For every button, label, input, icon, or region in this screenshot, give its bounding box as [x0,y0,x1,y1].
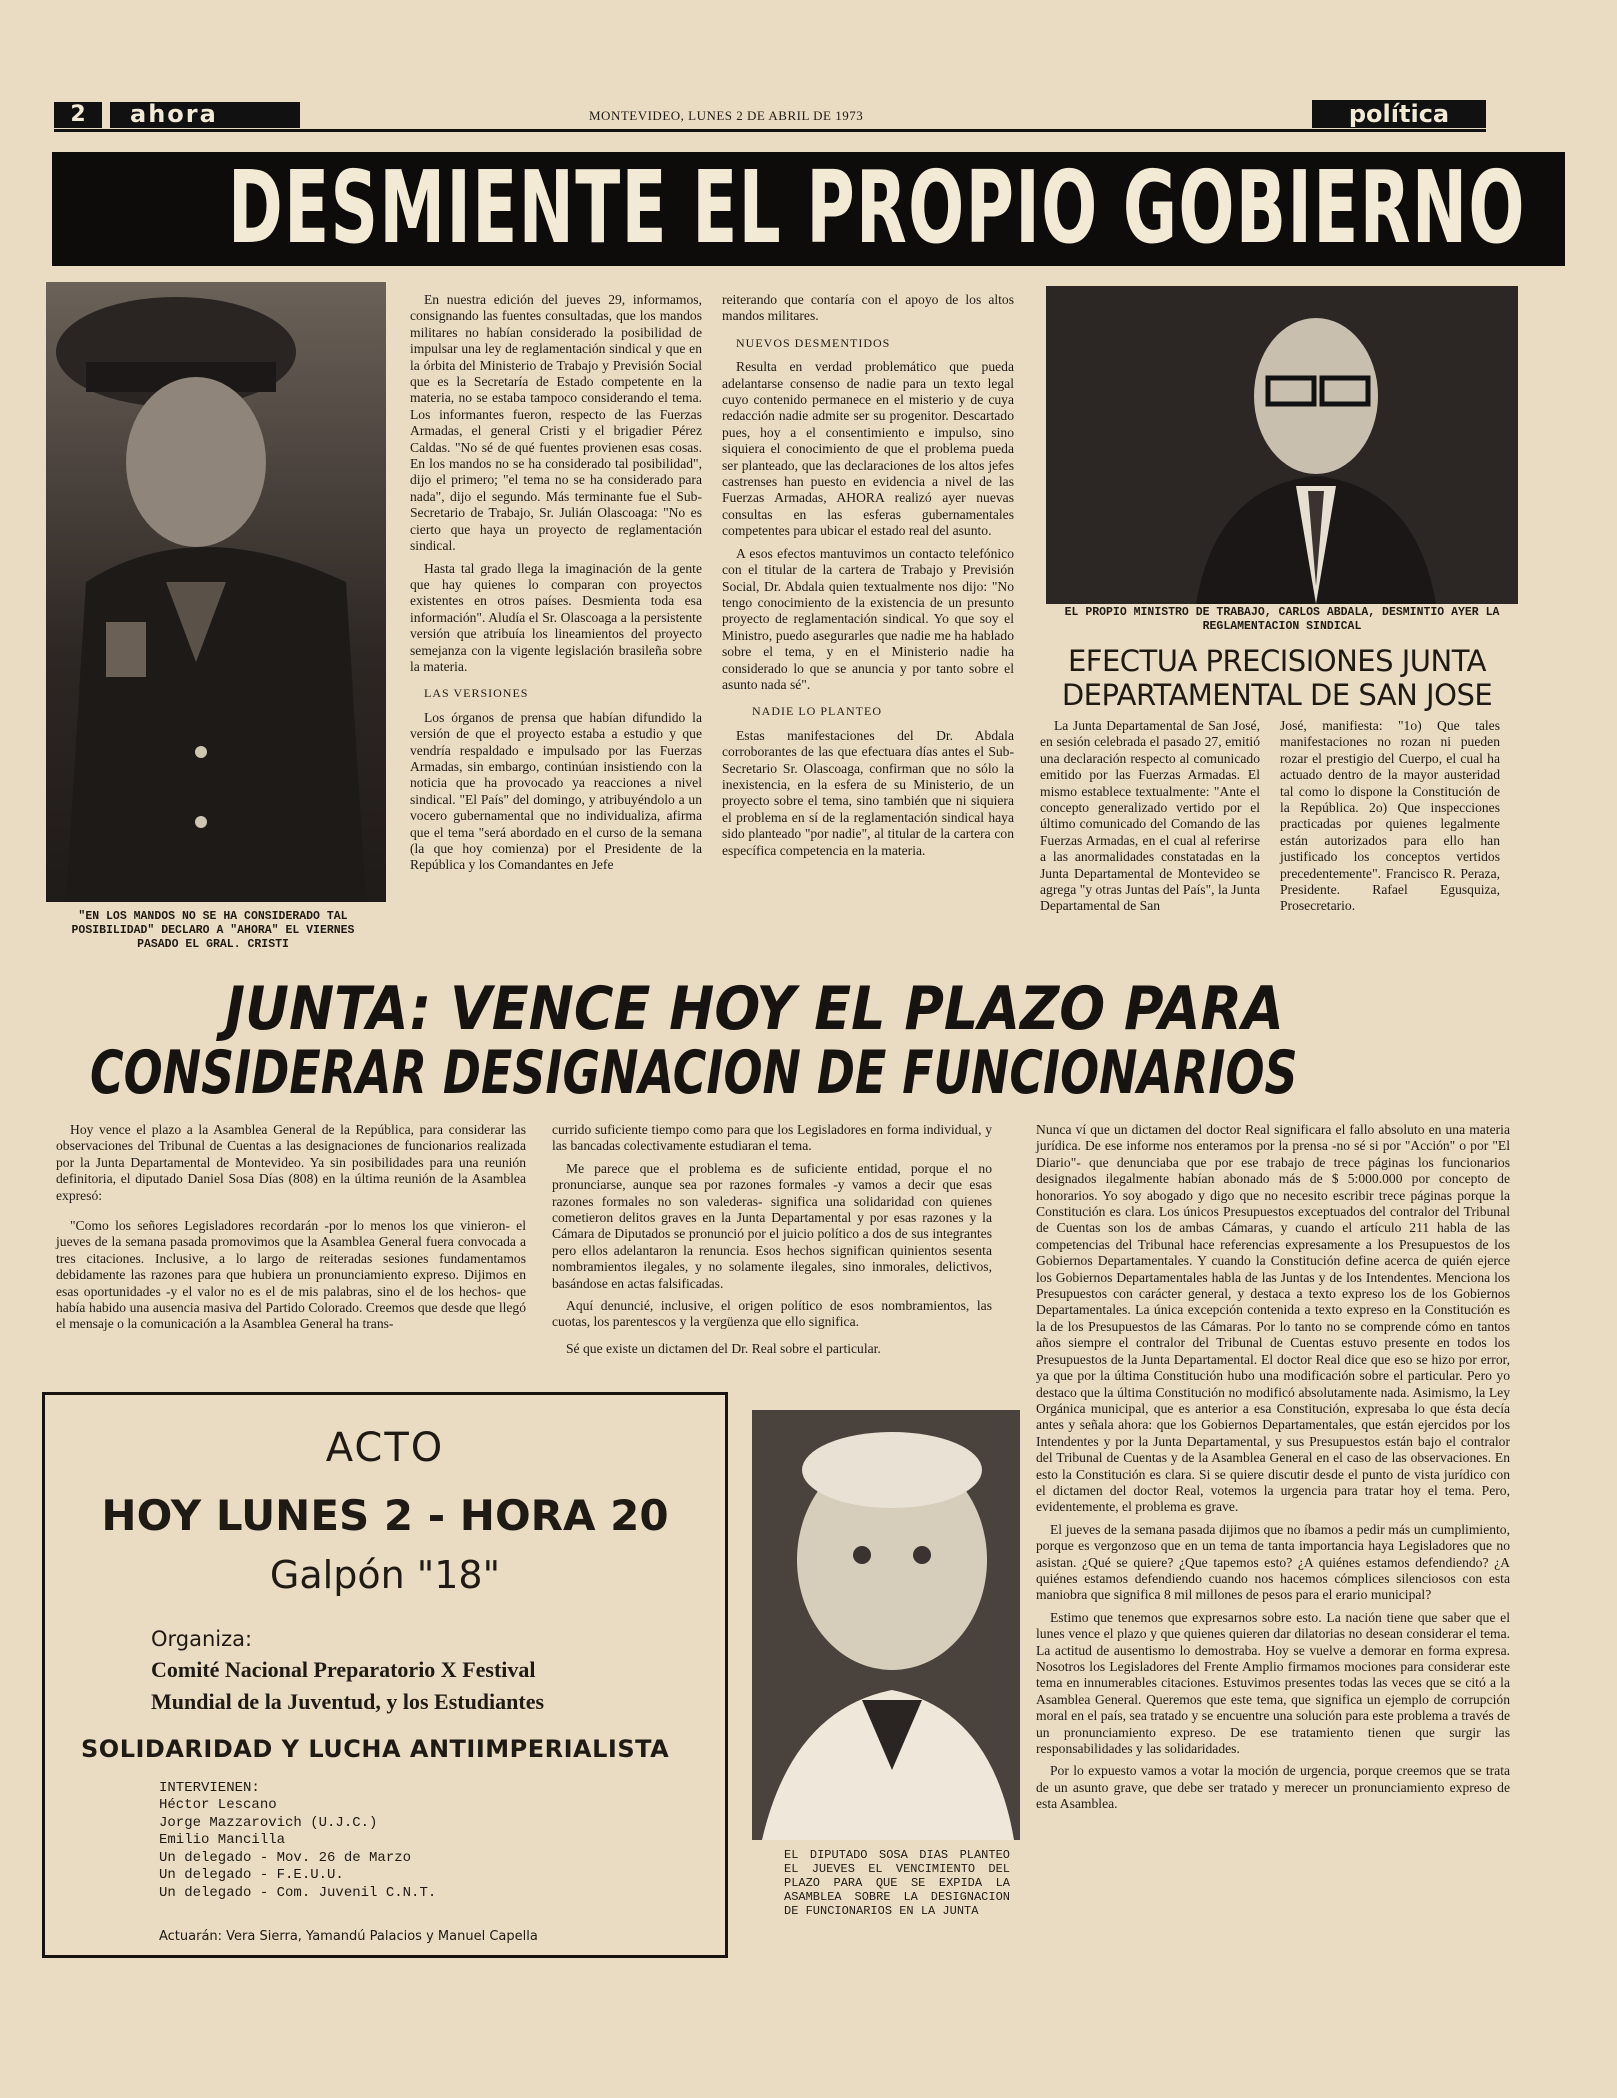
masthead [54,102,1486,132]
main-headline-bar [52,152,1565,266]
ad-speakers [159,1797,436,1902]
junta-col2 [552,1122,992,1363]
san-jose-col-a: La Junta Departamental de San José, en sesión celebrada el pasado 27, emitió una declaración respecto al comunicado emitido por las Fuerzas Armadas. El mismo establece textualmente: "Ante el concepto generalizado vertido por el último comunicado del Comando de las Fuerzas Armadas, en el cual al referirse a las anormalidades constatadas en la Junta Departamental de Montevideo se agrega "y otras Juntas del País", la Junta Departamental de San [1040,718,1260,914]
officer-portrait-icon [46,282,386,902]
junta-headline-line2: CONSIDERAR DESIGNACION DE FUNCIONARIOS [90,1038,1298,1108]
junta-intro: Hoy vence el plazo a la Asamblea General de la República, para considerar las observaciones del Tribunal de Cuentas a las designaciones de funcionarios realizada por la Junta Departamental de Montevideo. Ya sin posibilidades para una reunión definitoria, el diputado Daniel Sosa Días (808) en la última reunión de la Asamblea expresó: [56,1122,526,1203]
ad-speaker: Emilio Mancilla [159,1832,286,1848]
page-number: 2 [70,102,86,127]
event-ad [42,1392,728,1958]
general-photo-caption: "EN LOS MANDOS NO SE HA CONSIDERADO TAL POSIBILIDAD" DECLARO A "AHORA" EL VIERNES PASADO EL GRAL. CRISTI [71,910,355,951]
masthead-rule [54,129,1486,132]
junta-col2-p1: currido suficiente tiempo como para que los Legisladores en forma individual, y las bancadas colectivamente estudiaran el tema. [552,1122,992,1154]
ad-organizer-line1: Comité Nacional Preparatorio X Festival [151,1657,536,1682]
junta-col3 [1036,1122,1510,1819]
ad-speaker: Jorge Mazzarovich (U.J.C.) [159,1814,378,1831]
minister-photo [1046,286,1518,604]
junta-headline-line1: JUNTA: VENCE HOY EL PLAZO PARA [225,974,1284,1044]
dateline: MONTEVIDEO, LUNES 2 DE ABRIL DE 1973 [589,108,864,123]
junta-col3-p3: Estimo que tenemos que expresarnos sobre esto. La nación tiene que saber que el lunes vence el plazo y que quienes quieren dar dilatorias no desean considerar el tema. La actitud de ausentismo lo demostraba. Hoy se vuelve a demorar en forma expresa. Nosotros los Legisladores del Frente Amplio firmamos mociones para considerar este tema en innumerables citaciones. Estuvimos presentes todas las veces que se citó a la Asamblea General. Queremos que este tema, que significa un ejemplo de corrupción moral en el país, sea tratado y se encuentre una solución para este problema a través de un pronunciamiento expreso. De ese tratamiento tienen que surgir las responsabilidades y las solidaridades. [1036,1609,1510,1757]
junta-col1 [56,1122,526,1339]
minister-photo-caption: EL PROPIO MINISTRO DE TRABAJO, CARLOS ABDALA, DESMINTIO AYER LA REGLAMENTACION SINDICAL [1064,606,1500,633]
sosa-dias-caption: EL DIPUTADO SOSA DIAS PLANTEO EL JUEVES EL VENCIMIENTO DEL PLAZO PARA QUE SE EXPIDA LA ASAMBLEA SOBRE LA DESIGNACION DE FUNCIONARIOS EN LA JUNTA [784,1848,1010,1918]
section-label: política [1348,100,1450,128]
paper-name-box [110,102,300,128]
ad-organiza-label: Organiza: [151,1627,253,1651]
junta-col3-p4: Por lo expuesto vamos a votar la moción de urgencia, porque creemos que se trata de un asunto grave, que debe ser tratado y merecer un pronunciamiento expreso de esta Asamblea. [1036,1763,1510,1812]
main-story-col2-nadie: Estas manifestaciones del Dr. Abdala corroborantes de las que efectuara días antes el Sub-Secretario Sr. Olascoaga, confirman que no sólo la inexistencia, en la esfera de su Ministerio, de un proyecto sobre el tema, sino también que ni siquiera el problema en sí de la reglamentación sindical haya sido planteado "por nadie", al titular de la cartera con específica competencia en la materia. [722,727,1014,858]
main-story-p2: Hasta tal grado llega la imaginación de la gente que hay quienes lo comparan con proyectos existentes en otros países. Desmienta toda esa información". Aludía el Sr. Olascoaga a la persistente versión que atribuía los lineamientos del proyecto semejanza con la vigente legislación brasileña sobre la materia. [410,560,702,674]
ad-speaker: Un delegado - F.E.U.U. [159,1867,344,1883]
main-story-col1 [410,292,702,880]
ad-performers: Actuarán: Vera Sierra, Yamandú Palacios y Manuel Capella [159,1929,538,1944]
junta-col3-p1: Nunca ví que un dictamen del doctor Real significara el fallo absoluto en una materia jurídica. De ese informe nos enteramos por la prensa -no sé si por "Acción" o por "El Diario"- que denunciaba que por ese trabajo de trece páginas los funcionarios designados ilegalmente habían abonado más de $ 5:000.000 por concepto de honorarios. Yo soy abogado y digo que no necesito escribir trece páginas porque la Constitución es clara. Los únicos Presupuestos exceptuados del contralor del Tribunal de Cuentas son los de ambas Cámaras, y cuando el artículo 211 habla de las competencias del Tribunal hace referencias expresamente a los Presupuestos de los Gobiernos Departamentales. Y cuando la Constitución define acerca de quién ejerce los Gobiernos Departamentales habla de las Juntas y de los Intendentes. Menciona los Presupuestos con carácter general, y destaca a texto expreso los de los Gobiernos Departamentales. La única excepción contenida a texto expreso en la Constitución es la de los Presupuestos de las Cámaras. Por lo tanto no se comprende cómo en tantos años siempre el contralor del Tribunal de Cuentas estuvo presente en todos los Presupuestos de la Junta Departamental. El doctor Real dice que eso se hizo por error, ya que por la última Constitución hubo una modificación sobre el particular. Pero yo destaco que la última Constitución no modificó absolutamente nada. Asimismo, la Ley Orgánica municipal, que es anterior a esa Constitución, expresaba lo que ésta decía antes y señala ahora: que los Gobiernos Departamentales, que están ejercidos por los Intendentes y por la Junta Departamental, y sus Presupuestos están bajo el contralor del Tribunal de Cuentas y de la Asamblea General en el caso de las observaciones. En esto la Constitución es clara. Si se quiere discutir desde el punto de vista jurídico con el dictamen del doctor Real, votemos la urgencia para tratar hoy el tema. Pero, evidentemente, el problema es grave. [1036,1122,1510,1515]
ad-speaker: Un delegado - Com. Juvenil C.N.T. [159,1884,437,1901]
main-story-versiones: Los órganos de prensa que habían difundido la versión de que el proyecto estaba a estudio y que vendría respaldado e impulsado por las Fuerzas Armadas, sin embargo, continúan insistiendo con la noticia que ha provocado ya reacciones a nivel sindical. "El País" del domingo, y atribuyéndolo a un vocero gubernamental que no individualiza, afirma que el tema "será abordado en el curso de la semana (la que hoy comienza) por el Presidente de la República y los Comandantes en Jefe [410,709,702,873]
junta-col2-p4: Sé que existe un dictamen del Dr. Real sobre el particular. [566,1340,881,1356]
ad-when: HOY LUNES 2 - HORA 20 [101,1491,669,1540]
main-story-col2 [722,292,1014,865]
main-story-col2-intro: reiterando que contaría con el apoyo de los altos mandos militares. [722,292,1014,324]
main-story-col2-p1: Resulta en verdad problemático que pueda adelantarse consenso de nadie para un texto legal cuyo contenido permanece en el misterio y de cuya redacción nadie admite ser su progenitor. Descartado pues, hoy a el consentimiento e impulso, sino siquiera el conocimiento de que el problema pueda ser planteado, que las declaraciones de los altos jefes castrenses han puesto en evidencia a nivel de las Fuerzas Armadas, AHORA realizó ayer nuevas consultas en las esferas gubernamentales competentes para ubicar el estado real del asunto. [722,359,1014,539]
junta-col3-p2: El jueves de la semana pasada dijimos que no íbamos a pedir más un cumplimiento, porque es vergonzoso que en un tema de tanta importancia haya Legisladores que no asistan. ¿Qué se quiere? ¿Que tapemos esto? ¿A quiénes estamos defendiendo? ¿A quiénes estamos defendiendo cuando nos hacemos cómplices silenciosos con esta maniobra que significa 8 mil millones de pesos para el erario municipal? [1036,1521,1510,1603]
paper-name: ahora [130,100,218,128]
deputy-portrait-icon [752,1410,1020,1840]
subhead-versiones: LAS VERSIONES [424,686,529,701]
san-jose-headline: EFECTUA PRECISIONES JUNTA DEPARTAMENTAL DE SAN JOSE [1061,644,1493,712]
san-jose-col-b: José, manifiesta: "1o) Que tales manifestaciones no rozan ni pueden rozar el prestigio del Cuerpo, el cual ha actuado dentro de la mayor austeridad tal como lo dispone la Constitución de la República. 2o) Que inspecciones practicadas por quienes legalmente están autorizados para ello han justificado los conceptos vertidos precedentemente". Francisco R. Peraza, Presidente. Rafael Egusquiza, Prosecretario. [1280,718,1500,914]
junta-col2-p2: Me parece que el problema es de suficiente entidad, porque el no pronunciarse, aunque sea por razones formales -y vamos a decir que esas razones formales no son valederas- significa una solidaridad con quienes cometieron delitos graves en la Junta Departamental y por esas razones y la Cámara de Diputados se pronunció por el juicio político a dos de sus integrantes pero ellos adelantaron la renuncia. Esos hechos significan quinientos sesenta nombramientos ilegales, y no solamente ilegales, sino inmorales, delictivos, basándose en actas falsificadas. [552,1160,992,1291]
page-number-box [54,102,102,128]
ad-speaker: Héctor Lescano [159,1797,277,1813]
ad-organizer-line2: Mundial de la Juventud, y los Estudiantes [151,1689,545,1714]
main-story-col2-p2: A esos efectos mantuvimos un contacto telefónico con el titular de la cartera de Trabajo y Previsión Social, Dr. Abdala quien textualmente nos dijo: "No tengo conocimiento de la existencia de un presunto proyecto de reglamentación sindical. Yo que soy el Ministro, puedo asegurarles que nadie me ha hablado sobre el tema, y en el Ministerio nadie ha considerado lo que se anuncia y por tanto sobre el asunto nada sé". [722,545,1014,692]
ad-intervienen-label: INTERVIENEN: [159,1780,260,1796]
ad-where: Galpón "18" [269,1553,501,1597]
junta-quote: "Como los señores Legisladores recordarán -por lo menos los que vinieron- el jueves de la semana pasada promovimos que la Asamblea General fuera convocada a tres citaciones. Inclusive, a lo largo de reiteradas sesiones fundamentamos debidamente las razones para que hubiera un pronunciamiento expreso. Dijimos en esas oportunidades -y el valor no es el de mis palabras, sino el de los hechos- que había habido una ausencia masiva del Partido Colorado. Creemos que desde que llegó el mensaje o la comunicación a la Asamblea General ha trans- [56,1218,526,1332]
ad-slogan: SOLIDARIDAD Y LUCHA ANTIIMPERIALISTA [81,1735,670,1763]
subhead-desmentidos: NUEVOS DESMENTIDOS [736,335,891,350]
ad-speaker: Un delegado - Mov. 26 de Marzo [159,1849,412,1866]
section-box [1312,100,1486,128]
sosa-dias-photo [752,1410,1020,1840]
subhead-nadie: NADIE LO PLANTEO [752,704,882,719]
ad-acto: ACTO [325,1425,445,1471]
main-story-p1: En nuestra edición del jueves 29, informamos, consignando las fuentes consultadas, que los mandos militares no habían considerado la posibilidad de impulsar una ley de reglamentación sindical y que en la órbita del Ministerio de Trabajo y Previsión Social que es la Secretaría de Estado competente en la materia, no se estaba tampoco considerando el tema. Los informantes fueron, respecto de las Fuerzas Armadas, el general Cristi y el brigadier Pérez Caldas. "No sé de qué fuentes provienen esas cosas. En los mandos no se ha considerado tal posibilidad", dijo el primero; "el tema no se ha considerado para nada", dijo el segundo. Más terminante fue el Sub-Secretario de Trabajo, Sr. Julián Olascoaga: "No es cierto que haya un proyecto de reglamentación sindical. [410,292,702,554]
main-headline: DESMIENTE EL PROPIO GOBIERNO [228,152,1526,266]
junta-col2-p3: Aquí denuncié, inclusive, el origen político de esos nombramientos, las cuotas, los parentescos y la vergüenza que ello significa. [552,1298,992,1330]
minister-portrait-icon [1046,286,1518,604]
general-photo [46,282,386,902]
